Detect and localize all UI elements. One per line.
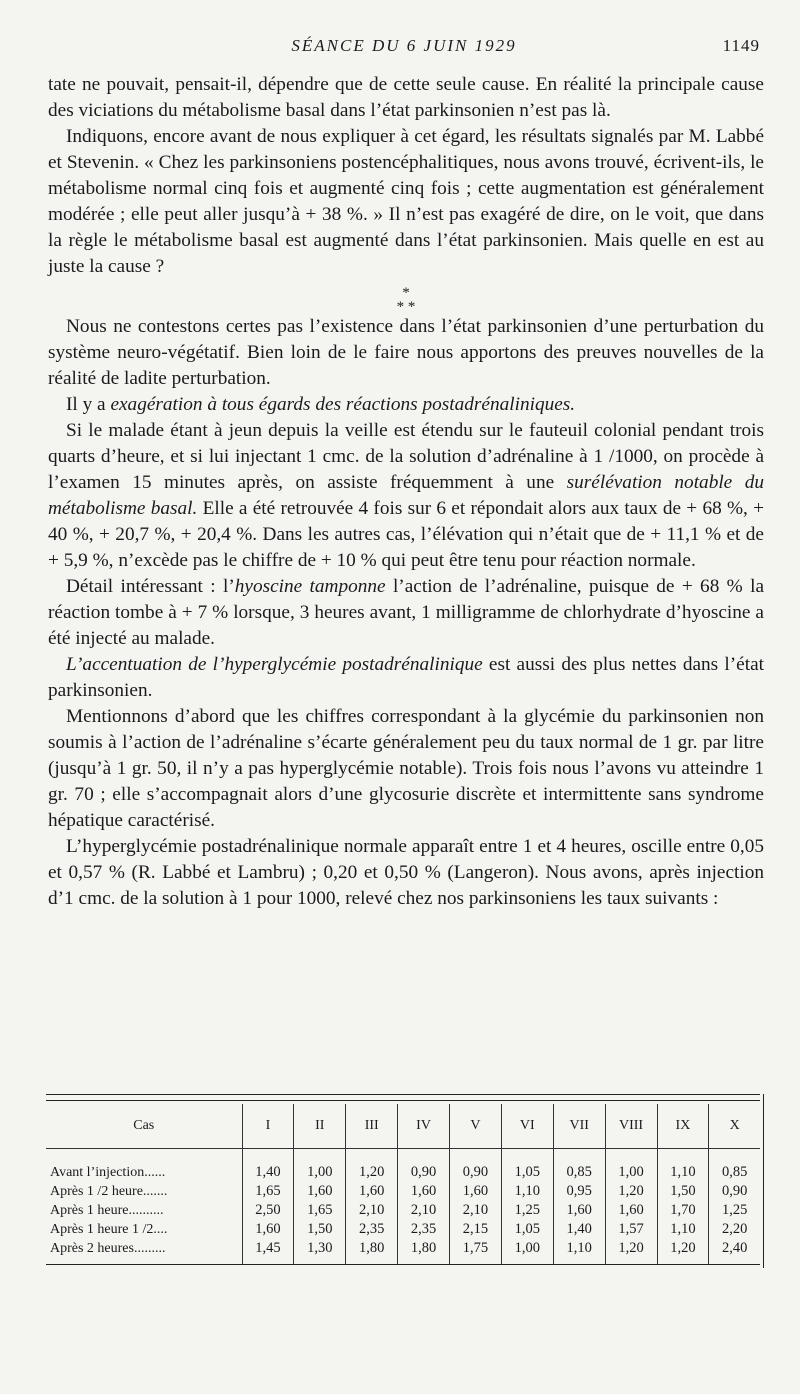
table-cell: 1,70 <box>657 1201 709 1220</box>
paragraph-2: Indiquons, encore avant de nous expliquer à cet égard, les résultats signalés par M. Labbé et Stevenin. « Chez les parkinsoniens postencéphalitiques, nous avons trouvé, écrivent-ils, le métabolisme normal cinq fois et augmenté cinq fois ; cette augmentation est généralement modérée ; elle peut aller jusqu’à + 38 %. » Il n’est pas exagéré de dire, on le voit, que dans la règle le métabolisme basal est augmenté dans l’état parkinsonien. Mais quelle en est au juste la cause ? <box>48 126 764 277</box>
table-top-rule-inner <box>46 1100 760 1101</box>
table-corner-header: Cas <box>46 1104 242 1149</box>
running-header <box>48 36 760 62</box>
table-cell: 2,10 <box>398 1201 450 1220</box>
paragraph-6-part-a: Détail intéressant : l’ <box>66 576 235 597</box>
table-col-header: IV <box>398 1104 450 1149</box>
separator-stars-bottom: * * <box>396 299 416 315</box>
paragraph-4 <box>48 392 764 418</box>
table-row <box>46 1239 760 1265</box>
table-cell: 1,50 <box>294 1220 346 1239</box>
table-cell: 2,35 <box>398 1220 450 1239</box>
glycemia-table <box>46 1104 760 1265</box>
paragraph-3: Nous ne contestons certes pas l’existence dans l’état parkinsonien d’une perturbation du système neuro-végétatif. Bien loin de le faire nous apportons des preuves nouvelles de la réalité de ladite perturbation. <box>48 316 764 389</box>
table-cell: 1,30 <box>294 1239 346 1265</box>
paragraph-7 <box>48 652 764 704</box>
table-cell: 1,60 <box>450 1182 502 1201</box>
table-cell: 1,40 <box>553 1220 605 1239</box>
table-cell: 1,20 <box>657 1239 709 1265</box>
table-cell: 1,25 <box>501 1201 553 1220</box>
table-header-row <box>46 1104 760 1149</box>
table-col-header: VIII <box>605 1104 657 1149</box>
table-col-header: VII <box>553 1104 605 1149</box>
table-cell: 1,25 <box>709 1201 760 1220</box>
paragraph-5 <box>48 418 764 574</box>
table-cell: 1,50 <box>657 1182 709 1201</box>
table-cell: 1,65 <box>294 1201 346 1220</box>
table-cell: 0,85 <box>553 1149 605 1183</box>
table-cell: 1,10 <box>501 1182 553 1201</box>
paragraph-8: Mentionnons d’abord que les chiffres correspondant à la glycémie du parkinsonien non soumis à l’action de l’adrénaline s’écarte généralement peu du taux normal de 1 gr. par litre (jusqu’à 1 gr. 50, il n’y a pas hyperglycémie notable). Trois fois nous l’avons vu atteindre 1 gr. 70 ; elle s’accompagnait alors d’une glycosurie discrète et intermittente sans syndrome hépatique caractérisé. <box>48 706 764 831</box>
table-col-header: X <box>709 1104 760 1149</box>
table-col-header: II <box>294 1104 346 1149</box>
table-cell: 0,90 <box>398 1149 450 1183</box>
table-cell: 1,00 <box>501 1239 553 1265</box>
paragraph-6-part-b: l’action de l’adrénaline, puisque de + 68 % la réaction tombe à + 7 % lorsque, 3 heures avant, 1 milligramme de chlorhydrate d’hyoscine a été injecté au malade. <box>48 576 765 649</box>
paragraph-4-emphasis: exagération à tous égards des réactions postadrénaliniques. <box>110 394 576 415</box>
table-cell: 0,85 <box>709 1149 760 1183</box>
table-col-header: V <box>450 1104 502 1149</box>
row-label: Après 2 heures......... <box>46 1239 242 1265</box>
row-label: Après 1 /2 heure....... <box>50 1184 168 1199</box>
paragraph-5-emphasis: surélévation notable du métabolisme basal. <box>48 472 764 519</box>
paragraph-5-part-b: Elle a été retrouvée 4 fois sur 6 et répondait alors aux taux de + 68 %, + 40 %, + 20,7 %, + 20,4 %. Dans les autres cas, l’élévation qui n’était que de + 11,1 % et de + 5,9 %, n’excède pas le chiffre de + 10 % qui peut être tenu pour réaction normale. <box>48 498 764 571</box>
table-cell: 1,75 <box>450 1239 502 1265</box>
page-number: 1149 <box>722 36 760 55</box>
table-cell: 0,90 <box>709 1182 760 1201</box>
table-top-rule <box>46 1094 760 1095</box>
separator-star-top: * <box>402 285 410 301</box>
table-cell: 1,10 <box>657 1220 709 1239</box>
table-cell: 1,80 <box>346 1239 398 1265</box>
paragraph-6-emphasis: hyoscine tamponne <box>234 576 386 597</box>
table-cell: 1,45 <box>242 1239 294 1265</box>
table-cell: 2,10 <box>346 1201 398 1220</box>
table-cell: 1,20 <box>605 1239 657 1265</box>
table-cell: 0,95 <box>553 1182 605 1201</box>
row-label: Avant l’injection...... <box>50 1165 166 1180</box>
article-body <box>48 72 764 912</box>
table-row <box>46 1149 760 1183</box>
table-cell: 2,10 <box>450 1201 502 1220</box>
row-label: Après 1 heure.......... <box>50 1203 164 1218</box>
table-cell: 1,10 <box>553 1239 605 1265</box>
table-row <box>46 1220 760 1239</box>
table-cell: 1,60 <box>398 1182 450 1201</box>
table-cell: 1,00 <box>605 1149 657 1183</box>
paragraph-9: L’hyperglycémie postadrénalinique normale apparaît entre 1 et 4 heures, oscille entre 0,05 et 0,57 % (R. Labbé et Lambru) ; 0,20 et 0,50 % (Langeron). Nous avons, après injection d’1 cmc. de la solution à 1 pour 1000, relevé chez nos parkinsoniens les taux suivants : <box>48 836 764 909</box>
table-cell: 2,20 <box>709 1220 760 1239</box>
table-row <box>46 1182 760 1201</box>
table-col-header: I <box>242 1104 294 1149</box>
table-col-header: III <box>346 1104 398 1149</box>
table-cell: 1,60 <box>553 1201 605 1220</box>
table-cell: 1,20 <box>346 1149 398 1183</box>
table-cell: 1,80 <box>398 1239 450 1265</box>
table-row <box>46 1201 760 1220</box>
glycemia-table-frame <box>46 1094 760 1268</box>
table-cell: 1,05 <box>501 1149 553 1183</box>
table-cell: 1,57 <box>605 1220 657 1239</box>
table-col-header: VI <box>501 1104 553 1149</box>
table-cell: 1,00 <box>294 1149 346 1183</box>
table-cell: 1,20 <box>605 1182 657 1201</box>
paragraph-6 <box>48 574 764 652</box>
paragraph-7-part-b: est aussi des plus nettes dans l’état parkinsonien. <box>48 654 765 701</box>
table-cell: 2,40 <box>709 1239 760 1265</box>
table-cell: 1,10 <box>657 1149 709 1183</box>
table-cell: 1,60 <box>346 1182 398 1201</box>
table-cell: 2,35 <box>346 1220 398 1239</box>
paragraph-1: tate ne pouvait, pensait-il, dépendre que de cette seule cause. En réalité la principale cause des viciations du métabolisme basal dans l’état parkinsonien n’est pas là. <box>48 74 764 121</box>
table-right-rule <box>763 1094 764 1268</box>
table-cell: 2,15 <box>450 1220 502 1239</box>
table-cell: 1,60 <box>294 1182 346 1201</box>
table-cell: 0,90 <box>450 1149 502 1183</box>
table-cell: 2,50 <box>242 1201 294 1220</box>
table-cell: 1,65 <box>242 1182 294 1201</box>
row-label: Après 1 heure 1 /2.... <box>50 1222 168 1237</box>
table-col-header: IX <box>657 1104 709 1149</box>
table-cell: 1,60 <box>242 1220 294 1239</box>
section-separator <box>48 284 764 315</box>
table-cell: 1,60 <box>605 1201 657 1220</box>
paragraph-7-emphasis: L’accentuation de l’hyperglycémie postadrénalinique <box>66 654 483 675</box>
table-cell: 1,05 <box>501 1220 553 1239</box>
table-cell: 1,40 <box>242 1149 294 1183</box>
paragraph-5-part-a: Si le malade étant à jeun depuis la veille est étendu sur le fauteuil colonial pendant trois quarts d’heure, et si lui injectant 1 cmc. de la solution d’adrénaline à 1 /1000, on procède à l’examen 15 minutes après, on assiste fréquemment à une <box>48 420 764 493</box>
paragraph-4-lead: Il y a <box>66 394 111 415</box>
running-title: SÉANCE DU 6 JUIN 1929 <box>291 36 517 55</box>
